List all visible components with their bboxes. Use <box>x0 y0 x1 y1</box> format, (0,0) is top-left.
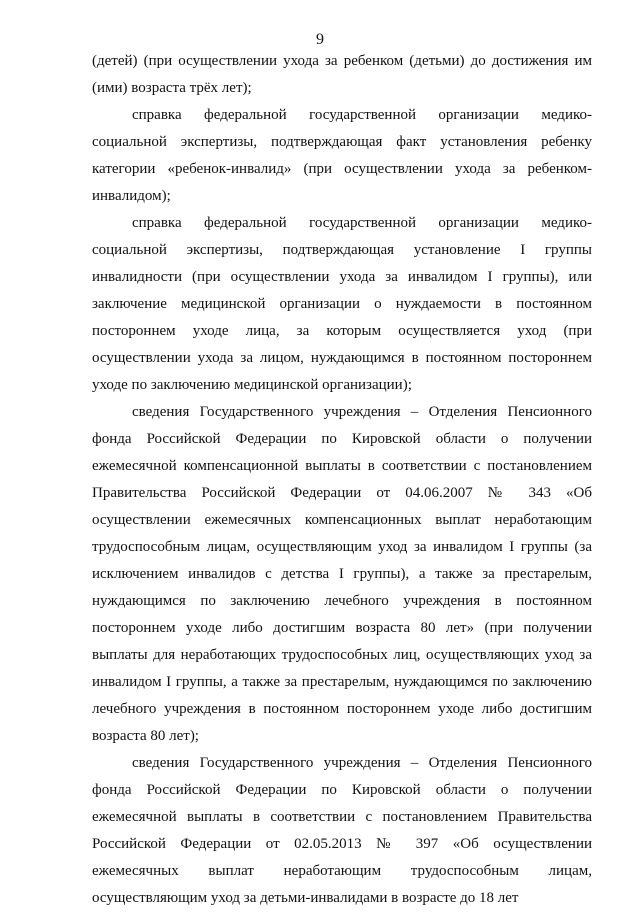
document-body <box>92 48 592 912</box>
paragraph-pension-fund-compensation: сведения Государственного учреждения – Отделения Пенсионного фонда Российской Федерации по Кировской области о получении ежемесячной компенсационной выплаты в соответствии с постановлением Правительства Российской Федерации от 04.06.2007 № 343 «Об осуществлении ежемесячных компенсационных выплат неработающим трудоспособным лицам, осуществляющим уход за инвалидом I группы (за исключением инвалидов с детства I группы), а также за престарелым, нуждающимся по заключению лечебного учреждения в постоянном постороннем уходе либо достигшим возраста 80 лет» (при получении выплаты для неработающих трудоспособных лиц, осуществляющих уход за инвалидом I группы, а также за престарелым, нуждающимся по заключению лечебного учреждения в постоянном постороннем уходе либо достигшим возраста 80 лет); <box>92 404 592 744</box>
paragraph-pension-fund-monthly-payment: сведения Государственного учреждения – Отделения Пенсионного фонда Российской Федерации по Кировской области о получении ежемесячной выплаты в соответствии с постановлением Правительства Российской Федерации от 02.05.2013 № 397 «Об осуществлении ежемесячных выплат неработающим трудоспособным лицам, осуществляющим уход за детьми-инвалидами в возрасте до 18 лет <box>92 755 592 906</box>
paragraph-disability-child-certificate: справка федеральной государственной организации медико-социальной экспертизы, подтверждающая факт установления ребенку категории «ребенок-инвалид» (при осуществлении ухода за ребенком-инвалидом); <box>92 107 592 204</box>
page-number: 9 <box>316 31 324 48</box>
paragraph-disability-group-certificate: справка федеральной государственной организации медико-социальной экспертизы, подтверждающая установление I группы инвалидности (при осуществлении ухода за инвалидом I группы), или заключение медицинской организации о нуждаемости в постоянном постороннем уходе лица, за которым осуществляется уход (при осуществлении ухода за лицом, нуждающимся в постоянном постороннем уходе по заключению медицинской организации); <box>92 215 592 393</box>
paragraph-continuation: (детей) (при осуществлении ухода за ребенком (детьми) до достижения им (ими) возраста трёх лет); <box>92 53 592 96</box>
